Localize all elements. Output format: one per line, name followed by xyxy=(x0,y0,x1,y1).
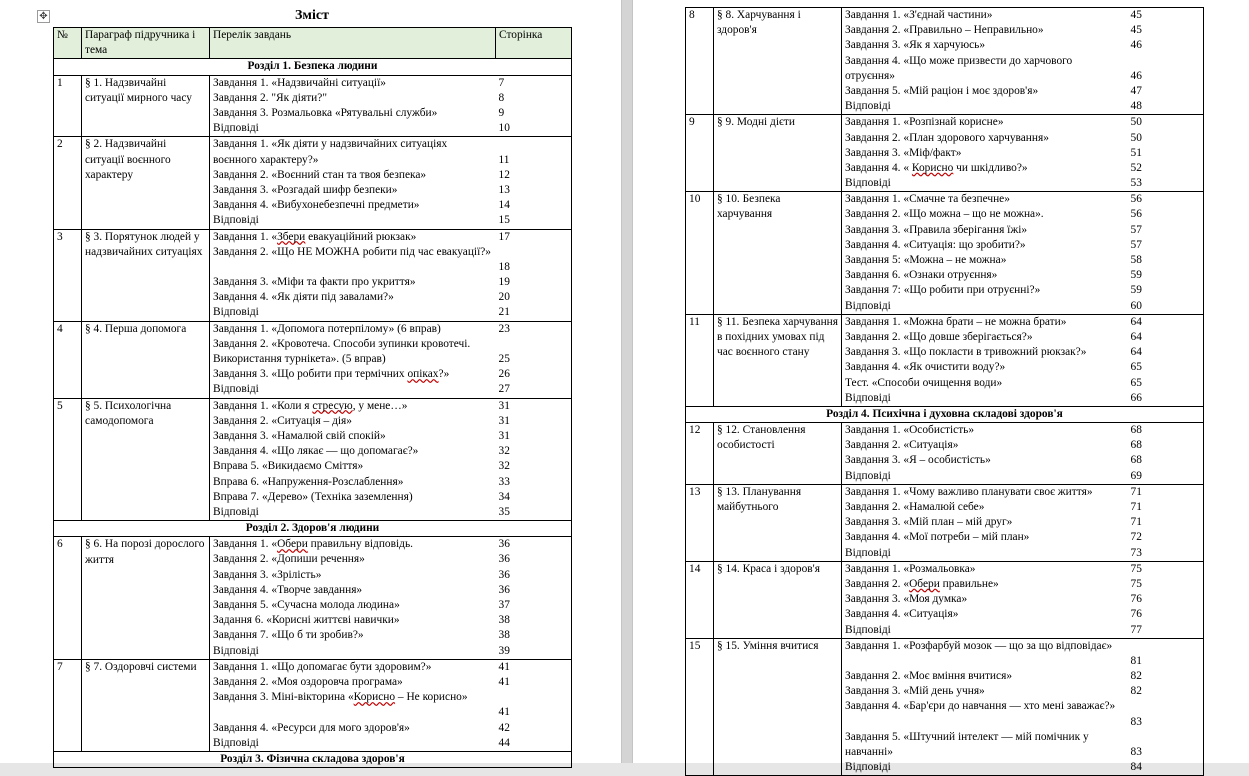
section-row xyxy=(686,406,1204,422)
column-header-tasks: Перелік завдань xyxy=(210,28,496,59)
page-number: 76 xyxy=(1130,608,1142,621)
tasks-cell xyxy=(210,229,496,321)
task-item: Завдання 3. «Міфи та факти про укриття» xyxy=(213,276,416,289)
page-number: 53 xyxy=(1130,177,1142,190)
pages-cell xyxy=(496,321,572,398)
tasks-cell xyxy=(210,321,496,398)
pages-cell xyxy=(1128,115,1204,192)
table-row xyxy=(54,321,572,398)
section-row xyxy=(54,59,572,75)
page-number: 36 xyxy=(498,553,510,566)
pages-cell xyxy=(1128,561,1204,638)
document-title: Зміст xyxy=(295,8,329,23)
task-item: Завдання 1. «Особистість» xyxy=(845,424,975,437)
page-number: 13 xyxy=(498,183,510,196)
paragraph-topic: § 11. Безпека харчування в похідних умовах під час воєнного стану xyxy=(714,314,842,406)
page-number: 76 xyxy=(1130,593,1142,606)
task-item: Завдання 2. «Що довше зберігається?» xyxy=(845,330,1033,343)
page-number: 75 xyxy=(1130,577,1142,590)
page-number: 84 xyxy=(1130,761,1142,774)
page-number: 64 xyxy=(1130,330,1142,343)
row-number: 13 xyxy=(686,484,714,561)
tasks-cell xyxy=(842,192,1128,315)
task-item: Завдання 2. «Що НЕ МОЖНА робити під час евакуації?» xyxy=(213,245,491,258)
task-item: Завдання 4. «Мої потреби – мій план» xyxy=(845,531,1030,544)
pages-cell xyxy=(496,75,572,137)
page-number: 39 xyxy=(498,644,510,657)
task-item: Завдання 3. «Мій день учня» xyxy=(845,685,985,698)
table-row xyxy=(686,115,1204,192)
page-gap xyxy=(621,0,633,763)
task-item: Відповіді xyxy=(845,469,891,482)
page-number: 31 xyxy=(498,429,510,442)
table-row xyxy=(686,314,1204,406)
page-number: 27 xyxy=(498,383,510,396)
page-number: 20 xyxy=(498,291,510,304)
page-number: 41 xyxy=(498,706,510,719)
task-item: Завдання 6. «Ознаки отруєння» xyxy=(845,269,998,282)
tasks-cell xyxy=(842,8,1128,115)
page-number: 11 xyxy=(498,153,510,166)
table-header-row xyxy=(54,28,572,59)
task-item: Завдання 3. «Зрілість» xyxy=(213,568,322,581)
table-row xyxy=(686,561,1204,638)
toc-table-left xyxy=(53,27,572,768)
tasks-cell xyxy=(210,659,496,751)
page-number: 83 xyxy=(1130,715,1142,728)
task-item: Завдання 3. «Правила зберігання їжі» xyxy=(845,223,1028,236)
pages-cell xyxy=(1128,638,1204,776)
task-item: Завдання 1. «З'єднай частини» xyxy=(845,9,993,21)
paragraph-topic: § 5. Психологічна самодопомога xyxy=(82,398,210,521)
row-number: 5 xyxy=(54,398,82,521)
row-number: 7 xyxy=(54,659,82,751)
task-item: Вправа 5. «Викидаємо Сміття» xyxy=(213,460,364,473)
table-move-handle-icon[interactable]: ✥ xyxy=(37,10,50,23)
task-item: Завдання 4. «Як очистити воду?» xyxy=(845,361,1006,374)
page-number: 73 xyxy=(1130,546,1142,559)
section-row xyxy=(54,521,572,537)
page-number: 41 xyxy=(498,675,510,688)
task-item: Відповіді xyxy=(845,623,891,636)
page-number: 65 xyxy=(1130,361,1142,374)
task-item: Тест. «Способи очищення води» xyxy=(845,376,1003,389)
task-item: Завдання 2. «Правильно – Неправильно» xyxy=(845,24,1044,37)
page-number: 56 xyxy=(1130,193,1142,206)
tasks-cell xyxy=(842,561,1128,638)
section-row xyxy=(54,751,572,767)
row-number: 12 xyxy=(686,423,714,485)
row-number: 2 xyxy=(54,137,82,229)
page-number: 23 xyxy=(498,322,510,335)
table-row xyxy=(686,192,1204,315)
task-item: Завдання 3. «Розгадай шифр безпеки» xyxy=(213,183,398,196)
page-number: 81 xyxy=(1130,654,1142,667)
task-item: Завдання 2. «План здорового харчування» xyxy=(845,131,1049,144)
table-row xyxy=(54,75,572,137)
page-number: 65 xyxy=(1130,376,1142,389)
row-number: 15 xyxy=(686,638,714,776)
page-number: 37 xyxy=(498,599,510,612)
page-number: 32 xyxy=(498,460,510,473)
page-number: 47 xyxy=(1130,84,1142,97)
pages-cell xyxy=(1128,192,1204,315)
page-number: 64 xyxy=(1130,346,1142,359)
pages-cell xyxy=(496,398,572,521)
page-number: 31 xyxy=(498,414,510,427)
page-number: 68 xyxy=(1130,439,1142,452)
task-item: Завдання 1. «Надзвичайні ситуації» xyxy=(213,76,386,89)
task-item: Завдання 2. «Ситуація – дія» xyxy=(213,414,352,427)
page-number: 32 xyxy=(498,445,510,458)
task-item: Завдання 1. «Допомога потерпілому» (6 вправ) xyxy=(213,322,441,335)
task-item: Завдання 3. «Що робити при термічних опіках?» xyxy=(213,368,450,381)
page-number: 57 xyxy=(1130,238,1142,251)
row-number: 10 xyxy=(686,192,714,315)
task-item: Вправа 6. «Напруження-Розслаблення» xyxy=(213,475,404,488)
tasks-cell xyxy=(210,537,496,660)
page-number: 7 xyxy=(498,76,505,89)
row-number: 9 xyxy=(686,115,714,192)
page-number: 44 xyxy=(498,736,510,749)
task-item: Завдання 2. «Намалюй себе» xyxy=(845,501,985,514)
table-row xyxy=(54,229,572,321)
task-item: Завдання 1. «Обери правильну відповідь. xyxy=(213,538,413,551)
page-number: 8 xyxy=(498,91,505,104)
table-row xyxy=(54,398,572,521)
row-number: 11 xyxy=(686,314,714,406)
section-heading: Розділ 3. Фізична складова здоров'я xyxy=(54,751,572,767)
task-item: Відповіді xyxy=(845,761,891,774)
column-header-page: Сторінка xyxy=(496,28,572,59)
task-item: Відповіді xyxy=(845,391,891,404)
page-number: 36 xyxy=(498,538,510,551)
task-item: Завдання 4. « Корисно чи шкідливо?» xyxy=(845,161,1028,174)
task-item: Завдання 2. «Кровотеча. Способи зупинки кровотечі. Використання турнікета». (5 вправ) xyxy=(213,337,471,366)
page-number: 46 xyxy=(1130,39,1142,52)
tasks-cell xyxy=(842,314,1128,406)
tasks-cell xyxy=(842,423,1128,485)
page-number: 68 xyxy=(1130,424,1142,437)
page-number: 21 xyxy=(498,306,510,319)
task-item: Завдання 3. «Міф/факт» xyxy=(845,146,962,159)
task-item: Завдання 1. «Розпізнай корисне» xyxy=(845,116,1004,129)
page-number: 72 xyxy=(1130,531,1142,544)
task-item: Завдання 1. «Розмальовка» xyxy=(845,562,976,575)
page-number: 38 xyxy=(498,614,510,627)
pages-cell xyxy=(1128,484,1204,561)
row-number: 14 xyxy=(686,561,714,638)
task-item: Завдання 3. «Мій план – мій друг» xyxy=(845,516,1013,529)
pages-cell xyxy=(496,137,572,229)
page-number: 71 xyxy=(1130,485,1142,498)
page-number: 31 xyxy=(498,399,510,412)
row-number: 3 xyxy=(54,229,82,321)
row-number: 8 xyxy=(686,8,714,115)
page-number: 26 xyxy=(498,368,510,381)
task-item: Завдання 4. «Ситуація» xyxy=(845,608,959,621)
table-row xyxy=(54,659,572,751)
task-item: Завдання 2. «Моє вміння вчитися» xyxy=(845,670,1013,683)
page-number: 83 xyxy=(1130,746,1142,759)
page-number: 48 xyxy=(1130,100,1142,113)
task-item: Завдання 1. «Можна брати – не можна брати» xyxy=(845,315,1067,328)
task-item: Завдання 4. «Що може призвести до харчового отруєння» xyxy=(845,54,1073,82)
task-item: Завдання 4. «Бар'єри до навчання — хто мені заважає?» xyxy=(845,700,1116,713)
page-number: 14 xyxy=(498,199,510,212)
page-number: 71 xyxy=(1130,501,1142,514)
page-number: 42 xyxy=(498,721,510,734)
task-item: Відповіді xyxy=(213,736,259,749)
table-row xyxy=(54,137,572,229)
pages-cell xyxy=(1128,314,1204,406)
task-item: Завдання 7. «Що б ти зробив?» xyxy=(213,629,364,642)
task-item: Завдання 3. Розмальовка «Рятувальні служби» xyxy=(213,106,438,119)
page-number: 15 xyxy=(498,214,510,227)
paragraph-topic: § 2. Надзвичайні ситуації воєнного характеру xyxy=(82,137,210,229)
document-page-left xyxy=(0,0,621,763)
task-item: Відповіді xyxy=(213,505,259,518)
pages-cell xyxy=(496,229,572,321)
task-item: Відповіді xyxy=(845,299,891,312)
page-number: 41 xyxy=(498,660,510,673)
page-number: 69 xyxy=(1130,469,1142,482)
page-number: 59 xyxy=(1130,269,1142,282)
task-item: Завдання 1. «Коли я стресую, у мене…» xyxy=(213,399,408,412)
task-item: Відповіді xyxy=(845,177,891,190)
task-item: Завдання 4. «Творче завдання» xyxy=(213,583,363,596)
task-item: Відповіді xyxy=(845,546,891,559)
page-number: 10 xyxy=(498,122,510,135)
task-item: Завдання 4. «Як діяти під завалами?» xyxy=(213,291,394,304)
page-number: 33 xyxy=(498,475,510,488)
task-item: Завдання 1. «Смачне та безпечне» xyxy=(845,193,1010,206)
task-item: Завдання 4. «Ресурси для мого здоров'я» xyxy=(213,721,410,734)
page-number: 75 xyxy=(1130,562,1142,575)
task-item: Завдання 3. «Моя думка» xyxy=(845,593,968,606)
page-number: 82 xyxy=(1130,670,1142,683)
paragraph-topic: § 6. На порозі дорослого життя xyxy=(82,537,210,660)
paragraph-topic: § 12. Становлення особистості xyxy=(714,423,842,485)
task-item: Завдання 5. «Сучасна молода людина» xyxy=(213,599,400,612)
task-item: Завдання 3. «Як я харчуюсь» xyxy=(845,39,986,52)
page-number: 51 xyxy=(1130,146,1142,159)
paragraph-topic: § 10. Безпека харчування xyxy=(714,192,842,315)
task-item: Завдання 3. «Намалюй свій спокій» xyxy=(213,429,386,442)
task-item: Відповіді xyxy=(213,383,259,396)
page-number: 58 xyxy=(1130,254,1142,267)
task-item: Вправа 7. «Дерево» (Техніка заземлення) xyxy=(213,490,413,503)
task-item: Завдання 1. «Як діяти у надзвичайних ситуаціях воєнного характеру?» xyxy=(213,138,448,166)
column-header-number: № xyxy=(54,28,82,59)
paragraph-topic: § 15. Уміння вчитися xyxy=(714,638,842,776)
row-number: 4 xyxy=(54,321,82,398)
page-number: 59 xyxy=(1130,284,1142,297)
table-row xyxy=(686,638,1204,776)
column-header-paragraph: Параграф підручника і тема xyxy=(82,28,210,59)
task-item: Завдання 2. «Обери правильне» xyxy=(845,577,999,590)
table-row xyxy=(686,8,1204,115)
section-heading: Розділ 1. Безпека людини xyxy=(54,59,572,75)
page-number: 18 xyxy=(498,260,510,273)
document-page-right xyxy=(633,0,1249,774)
paragraph-topic: § 4. Перша допомога xyxy=(82,321,210,398)
task-item: Завдання 1. «Що допомагає бути здоровим?» xyxy=(213,660,432,673)
task-item: Завдання 2. "Як діяти?" xyxy=(213,91,327,104)
tasks-cell xyxy=(842,484,1128,561)
page-number: 9 xyxy=(498,106,505,119)
section-heading: Розділ 4. Психічна і духовна складові здоров'я xyxy=(686,406,1204,422)
page-number: 50 xyxy=(1130,116,1142,129)
row-number: 1 xyxy=(54,75,82,137)
page-number: 60 xyxy=(1130,299,1142,312)
tasks-cell xyxy=(210,137,496,229)
tasks-cell xyxy=(842,638,1128,776)
page-number: 36 xyxy=(498,583,510,596)
page-number: 50 xyxy=(1130,131,1142,144)
page-number: 38 xyxy=(498,629,510,642)
task-item: Відповіді xyxy=(213,644,259,657)
paragraph-topic: § 7. Оздоровчі системи xyxy=(82,659,210,751)
task-item: Завдання 3. Міні-вікторина «Корисно – Не корисно» xyxy=(213,691,468,704)
task-item: Завдання 5: «Можна – не можна» xyxy=(845,254,1007,267)
page-number: 64 xyxy=(1130,315,1142,328)
page-number: 45 xyxy=(1130,9,1142,21)
task-item: Завдання 4. «Що лякає — що допомагає?» xyxy=(213,445,419,458)
page-number: 77 xyxy=(1130,623,1142,636)
page-number: 66 xyxy=(1130,391,1142,404)
toc-table-right xyxy=(685,7,1204,776)
table-row xyxy=(686,423,1204,485)
task-item: Завдання 1. «Збери евакуаційний рюкзак» xyxy=(213,230,417,243)
task-item: Завдання 2. «Моя оздоровча програма» xyxy=(213,675,403,688)
task-item: Завдання 1. «Чому важливо планувати своє життя» xyxy=(845,485,1093,498)
task-item: Завдання 7: «Що робити при отруєнні?» xyxy=(845,284,1041,297)
tasks-cell xyxy=(842,115,1128,192)
pages-cell xyxy=(1128,8,1204,115)
task-item: Завдання 4. «Ситуація: що зробити?» xyxy=(845,238,1026,251)
task-item: Завдання 3. «Я – особистість» xyxy=(845,454,991,467)
pages-cell xyxy=(496,537,572,660)
page-number: 36 xyxy=(498,568,510,581)
table-row xyxy=(686,484,1204,561)
task-item: Завдання 2. «Ситуація» xyxy=(845,439,959,452)
paragraph-topic: § 13. Планування майбутнього xyxy=(714,484,842,561)
paragraph-topic: § 14. Краса і здоров'я xyxy=(714,561,842,638)
task-item: Завдання 4. «Вибухонебезпечні предмети» xyxy=(213,199,420,212)
page-number: 17 xyxy=(498,230,510,243)
row-number: 6 xyxy=(54,537,82,660)
task-item: Відповіді xyxy=(213,306,259,319)
table-row xyxy=(54,537,572,660)
page-number: 71 xyxy=(1130,516,1142,529)
task-item: Завдання 3. «Що покласти в тривожний рюкзак?» xyxy=(845,346,1087,359)
section-heading: Розділ 2. Здоров'я людини xyxy=(54,521,572,537)
page-number: 52 xyxy=(1130,161,1142,174)
page-number: 56 xyxy=(1130,208,1142,221)
task-item: Завдання 2. «Воєнний стан та твоя безпека» xyxy=(213,168,427,181)
task-item: Задання 6. «Корисні життєві навички» xyxy=(213,614,400,627)
task-item: Відповіді xyxy=(213,122,259,135)
task-item: Відповіді xyxy=(213,214,259,227)
page-number: 82 xyxy=(1130,685,1142,698)
paragraph-topic: § 3. Порятунок людей у надзвичайних ситуаціях xyxy=(82,229,210,321)
task-item: Завдання 5. «Штучний інтелект — мій помічник у навчанні» xyxy=(845,730,1089,759)
page-number: 35 xyxy=(498,505,510,518)
task-item: Завдання 1. «Розфарбуй мозок — що за що відповідає» xyxy=(845,639,1113,652)
task-item: Відповіді xyxy=(845,100,891,113)
page-number: 45 xyxy=(1130,24,1142,37)
page-number: 68 xyxy=(1130,454,1142,467)
task-item: Завдання 2. «Що можна – що не можна». xyxy=(845,208,1044,221)
page-number: 19 xyxy=(498,276,510,289)
task-item: Завдання 2. «Допиши речення» xyxy=(213,553,365,566)
task-item: Завдання 5. «Мій раціон і моє здоров'я» xyxy=(845,84,1039,97)
page-number: 34 xyxy=(498,490,510,503)
page-number: 25 xyxy=(498,353,510,366)
pages-cell xyxy=(1128,423,1204,485)
page-number: 46 xyxy=(1130,69,1142,82)
tasks-cell xyxy=(210,75,496,137)
page-number: 57 xyxy=(1130,223,1142,236)
paragraph-topic: § 1. Надзвичайні ситуації мирного часу xyxy=(82,75,210,137)
paragraph-topic: § 9. Модні дієти xyxy=(714,115,842,192)
tasks-cell xyxy=(210,398,496,521)
pages-cell xyxy=(496,659,572,751)
paragraph-topic: § 8. Харчування і здоров'я xyxy=(714,8,842,115)
page-number: 12 xyxy=(498,168,510,181)
